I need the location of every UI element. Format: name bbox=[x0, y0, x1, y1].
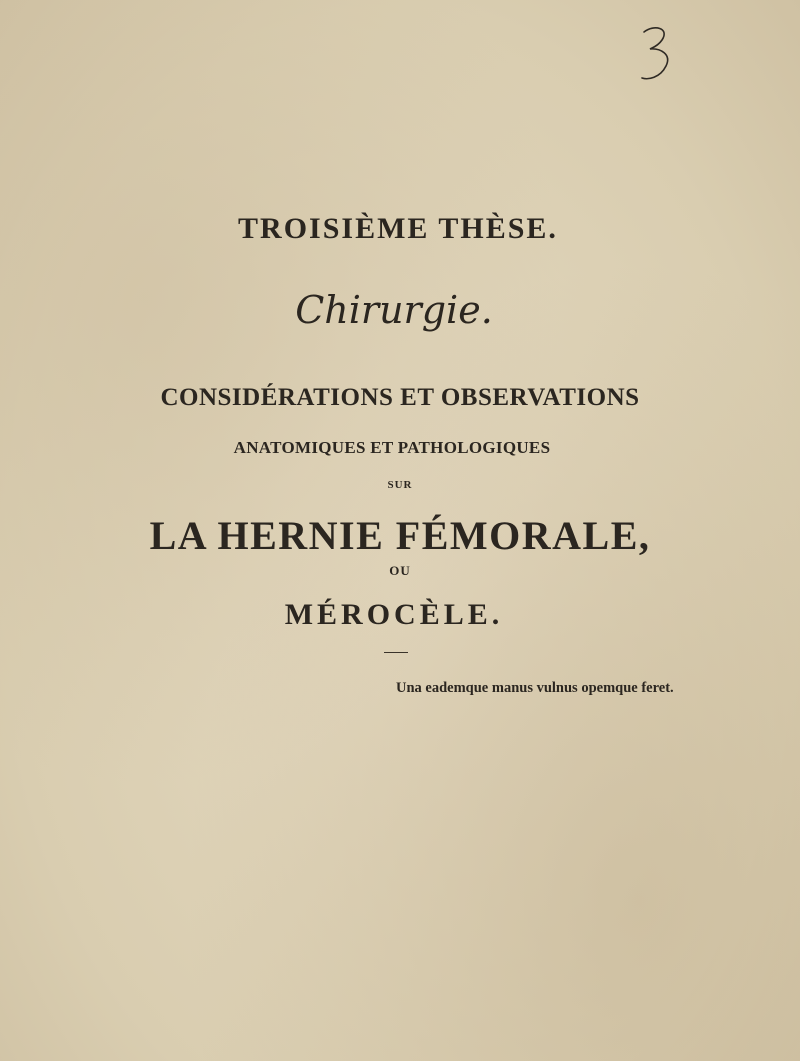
main-title-hernie: LA HERNIE FÉMORALE, bbox=[149, 513, 651, 558]
divider-rule bbox=[384, 652, 408, 653]
folio-number-3-handwritten bbox=[636, 22, 676, 84]
subtitle-merocele: MÉROCÈLE. bbox=[284, 598, 504, 631]
these-title: TROISIÈME THÈSE. bbox=[238, 212, 558, 245]
heading-anatomiques: ANATOMIQUES ET PATHOLOGIQUES bbox=[233, 438, 551, 457]
heading-considerations: CONSIDÉRATIONS ET OBSERVATIONS bbox=[160, 384, 640, 411]
connector-ou: OU bbox=[389, 563, 411, 578]
connector-sur: SUR bbox=[387, 479, 413, 491]
section-chirurgie: Chirurgie. bbox=[295, 288, 493, 332]
epigraph-quote: Una eademque manus vulnus opemque feret. bbox=[396, 680, 674, 696]
